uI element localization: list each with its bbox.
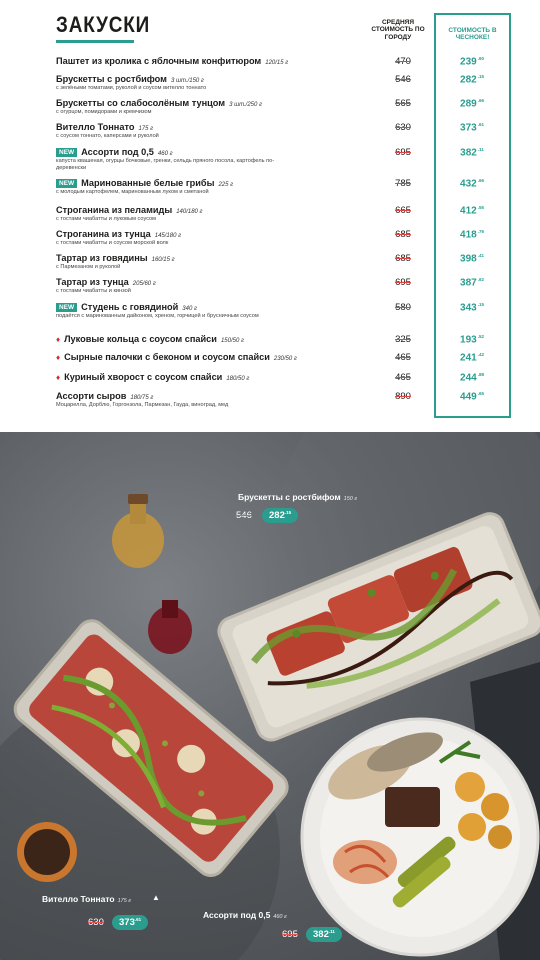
price-cents: .62 bbox=[477, 277, 484, 282]
title-underline bbox=[56, 40, 134, 43]
menu-item-chesnok-price bbox=[446, 122, 498, 133]
menu-item-average-price: 546 bbox=[395, 74, 411, 85]
bruschetta-price-pill bbox=[262, 508, 298, 523]
price-cents: .66 bbox=[477, 178, 484, 183]
menu-item-chesnok-price bbox=[446, 74, 498, 85]
menu-item-name: Тартар из тунца bbox=[56, 277, 129, 287]
assorti-old-price: 695 bbox=[282, 929, 298, 940]
menu-item bbox=[56, 372, 516, 382]
menu-item-average-price: 665 bbox=[395, 205, 411, 216]
menu-item-average-price: 685 bbox=[395, 229, 411, 240]
menu-item-average-price: 685 bbox=[395, 253, 411, 264]
vitello-weight: 175 г bbox=[117, 898, 132, 904]
price-cents: .88 bbox=[477, 372, 484, 377]
menu-item-weight: 180/50 г bbox=[226, 376, 250, 382]
price-cents: .61 bbox=[477, 122, 484, 127]
menu-item-chesnok-price bbox=[446, 277, 498, 288]
chili-pepper-icon: ♦ bbox=[56, 373, 61, 382]
menu-item-name: Маринованные белые грибы bbox=[81, 178, 215, 188]
menu-item-weight: 205/60 г bbox=[132, 281, 156, 287]
menu-item-average-price: 580 bbox=[395, 302, 411, 313]
menu-section bbox=[0, 0, 540, 432]
price-value: 387 bbox=[460, 277, 477, 289]
menu-item-weight: 3 шт./250 г bbox=[229, 102, 262, 108]
price-value: 241 bbox=[460, 352, 477, 364]
menu-item bbox=[56, 98, 516, 116]
price-value: 289 bbox=[460, 98, 477, 110]
menu-item-chesnok-price bbox=[446, 178, 498, 189]
menu-item bbox=[56, 277, 516, 295]
menu-item bbox=[56, 74, 516, 92]
vitello-name: Вителло Тоннато bbox=[42, 894, 115, 904]
up-triangle-icon: ▲ bbox=[152, 893, 160, 902]
menu-item-weight: 230/50 г bbox=[273, 356, 297, 362]
bruschetta-cents: .15 bbox=[284, 510, 292, 515]
menu-item-chesnok-price bbox=[446, 147, 498, 158]
bruschetta-price: 282 bbox=[269, 510, 285, 522]
menu-item-average-price: 890 bbox=[395, 391, 411, 402]
menu-item-name: Студень с говядиной bbox=[81, 302, 179, 312]
chili-pepper-icon: ♦ bbox=[56, 353, 61, 362]
menu-item-chesnok-price bbox=[446, 302, 498, 313]
vitello-old-price: 630 bbox=[88, 917, 104, 928]
menu-item-weight: 160/15 г bbox=[151, 257, 175, 263]
menu-item bbox=[56, 391, 516, 409]
menu-item-name: Тартар из говядины bbox=[56, 253, 148, 263]
price-value: 382 bbox=[460, 147, 477, 159]
price-cents: .52 bbox=[477, 334, 484, 339]
new-badge: NEW bbox=[56, 148, 77, 157]
menu-item-name: Куриный хворост с соусом спайси bbox=[64, 372, 223, 382]
price-cents: .60 bbox=[477, 56, 484, 61]
menu-item-name: Брускетты со слабосолёным тунцом bbox=[56, 98, 226, 108]
menu-item-average-price: 470 bbox=[395, 56, 411, 67]
menu-item-description: с огурцом, помидорами и кремчизом bbox=[56, 109, 152, 115]
menu-item-description: с соусом тоннато, каперсами и руколой bbox=[56, 133, 159, 139]
menu-item-weight: 140/180 г bbox=[176, 209, 203, 215]
price-cents: .15 bbox=[477, 74, 484, 79]
menu-item-weight: 460 г bbox=[157, 151, 173, 157]
menu-item-weight: 120/15 г bbox=[265, 60, 289, 66]
menu-item-description: с Пармезаном и руколой bbox=[56, 264, 121, 270]
price-cents: .76 bbox=[477, 229, 484, 234]
price-value: 193 bbox=[460, 334, 477, 346]
menu-item-weight: 175 г bbox=[138, 126, 154, 132]
menu-item-description: подаётся с маринованным дайконом, хреном, горчицей и брусничным соусом bbox=[56, 313, 259, 319]
menu-item-chesnok-price bbox=[446, 372, 498, 383]
menu-item bbox=[56, 302, 516, 320]
menu-item-chesnok-price bbox=[446, 352, 498, 363]
menu-item-weight: 3 шт./150 г bbox=[170, 78, 204, 84]
menu-item-average-price: 630 bbox=[395, 122, 411, 133]
menu-item-weight: 150/50 г bbox=[220, 338, 244, 344]
assorti-price-pill bbox=[306, 927, 342, 942]
price-cents: .15 bbox=[477, 302, 484, 307]
header-average-price: СРЕДНЯЯ СТОИМОСТЬ ПО ГОРОДУ bbox=[371, 19, 425, 41]
price-value: 449 bbox=[460, 391, 477, 403]
price-cents: .66 bbox=[477, 98, 484, 103]
menu-item-name: Брускетты с ростбифом bbox=[56, 74, 167, 84]
menu-item-description: с молодым картофелем, маринованным луком и сметаной bbox=[56, 189, 209, 195]
menu-item bbox=[56, 122, 516, 140]
price-cents: .41 bbox=[477, 253, 484, 258]
chili-pepper-icon: ♦ bbox=[56, 335, 61, 344]
menu-item-weight: 340 г bbox=[182, 306, 197, 312]
menu-item-chesnok-price bbox=[446, 334, 498, 345]
assorti-name: Ассорти под 0,5 bbox=[203, 910, 271, 920]
price-cents: .11 bbox=[477, 147, 484, 152]
menu-item-weight: 225 г bbox=[218, 182, 234, 188]
menu-item-description: с тостами чиабатты и соусом морской волк bbox=[56, 240, 169, 246]
price-cents: .55 bbox=[477, 205, 484, 210]
menu-item bbox=[56, 178, 516, 196]
assorti-price: 382 bbox=[313, 929, 329, 941]
price-value: 412 bbox=[460, 205, 477, 217]
menu-item-chesnok-price bbox=[446, 205, 498, 216]
menu-item-description: с тостами чиабатты и луковым соусом bbox=[56, 216, 157, 222]
price-cents: .65 bbox=[477, 391, 484, 396]
menu-item-description: с зелёными томатами, руколой и соусом вителло тоннато bbox=[56, 85, 207, 91]
new-badge: NEW bbox=[56, 303, 77, 312]
assorti-weight: 460 г bbox=[273, 914, 287, 920]
price-value: 343 bbox=[460, 302, 477, 314]
menu-item-chesnok-price bbox=[446, 391, 498, 402]
menu-item-average-price: 565 bbox=[395, 98, 411, 109]
price-value: 282 bbox=[460, 74, 477, 86]
price-cents: .42 bbox=[477, 352, 484, 357]
price-value: 432 bbox=[460, 178, 477, 190]
menu-item-name: Строганина из тунца bbox=[56, 229, 151, 239]
menu-item-name: Сырные палочки с беконом и соусом спайси bbox=[64, 352, 270, 362]
menu-item-name: Паштет из кролика с яблочным конфитюром bbox=[56, 56, 262, 66]
new-badge: NEW bbox=[56, 179, 77, 188]
menu-item bbox=[56, 334, 516, 344]
assorti-plate bbox=[302, 719, 538, 955]
menu-item-average-price: 465 bbox=[395, 372, 411, 383]
menu-item-name: Ассорти сыров bbox=[56, 391, 127, 401]
menu-item bbox=[56, 205, 516, 223]
bruschetta-label bbox=[238, 492, 357, 502]
menu-item-weight: 145/180 г bbox=[154, 233, 182, 239]
menu-item bbox=[56, 253, 516, 271]
bruschetta-old-price: 546 bbox=[236, 510, 252, 521]
menu-item bbox=[56, 56, 516, 66]
menu-item-description: капуста квашеная, огурцы бочковые, гренки, сельдь пряного посола, картофель по-деревенски bbox=[56, 158, 275, 171]
assorti-label bbox=[203, 910, 287, 920]
price-value: 398 bbox=[460, 253, 477, 265]
vitello-price-pill bbox=[112, 915, 148, 930]
menu-item-average-price: 325 bbox=[395, 334, 411, 345]
menu-item-name: Вителло Тоннато bbox=[56, 122, 135, 132]
menu-item bbox=[56, 352, 516, 362]
menu-item-weight: 180/75 г bbox=[130, 395, 154, 401]
menu-item-average-price: 695 bbox=[395, 147, 411, 158]
menu-item-chesnok-price bbox=[446, 56, 498, 67]
menu-item-average-price: 695 bbox=[395, 277, 411, 288]
menu-item-chesnok-price bbox=[446, 98, 498, 109]
menu-item-name: Луковые кольца с соусом спайси bbox=[64, 334, 217, 344]
food-photo bbox=[0, 432, 540, 960]
menu-item-description: с тостами чиабатты и кинзой bbox=[56, 288, 131, 294]
vitello-price: 373 bbox=[119, 917, 135, 929]
menu-item bbox=[56, 229, 516, 247]
price-value: 373 bbox=[460, 122, 477, 134]
vitello-label bbox=[42, 894, 131, 904]
menu-item bbox=[56, 147, 516, 172]
menu-item-chesnok-price bbox=[446, 229, 498, 240]
price-value: 418 bbox=[460, 229, 477, 241]
menu-item-name: Ассорти под 0,5 bbox=[81, 147, 154, 157]
price-value: 239 bbox=[460, 56, 477, 68]
assorti-cents: .11 bbox=[328, 929, 335, 934]
vitello-cents: .61 bbox=[134, 917, 142, 922]
section-title: ЗАКУСКИ bbox=[56, 12, 151, 37]
header-chesnok-price: СТОИМОСТЬ В ЧЕСНОКЕ! bbox=[448, 27, 497, 42]
menu-item-name: Строганина из пеламиды bbox=[56, 205, 173, 215]
menu-item-average-price: 465 bbox=[395, 352, 411, 363]
price-value: 244 bbox=[460, 372, 477, 384]
bruschetta-weight: 150 г bbox=[343, 496, 358, 502]
bruschetta-name: Брускетты с ростбифом bbox=[238, 492, 341, 502]
menu-item-average-price: 785 bbox=[395, 178, 411, 189]
menu-item-description: Моцарелла, Дорблю, Горгонзола, Пармезан, Гауда, виноград, мед bbox=[56, 402, 229, 408]
menu-item-chesnok-price bbox=[446, 253, 498, 264]
